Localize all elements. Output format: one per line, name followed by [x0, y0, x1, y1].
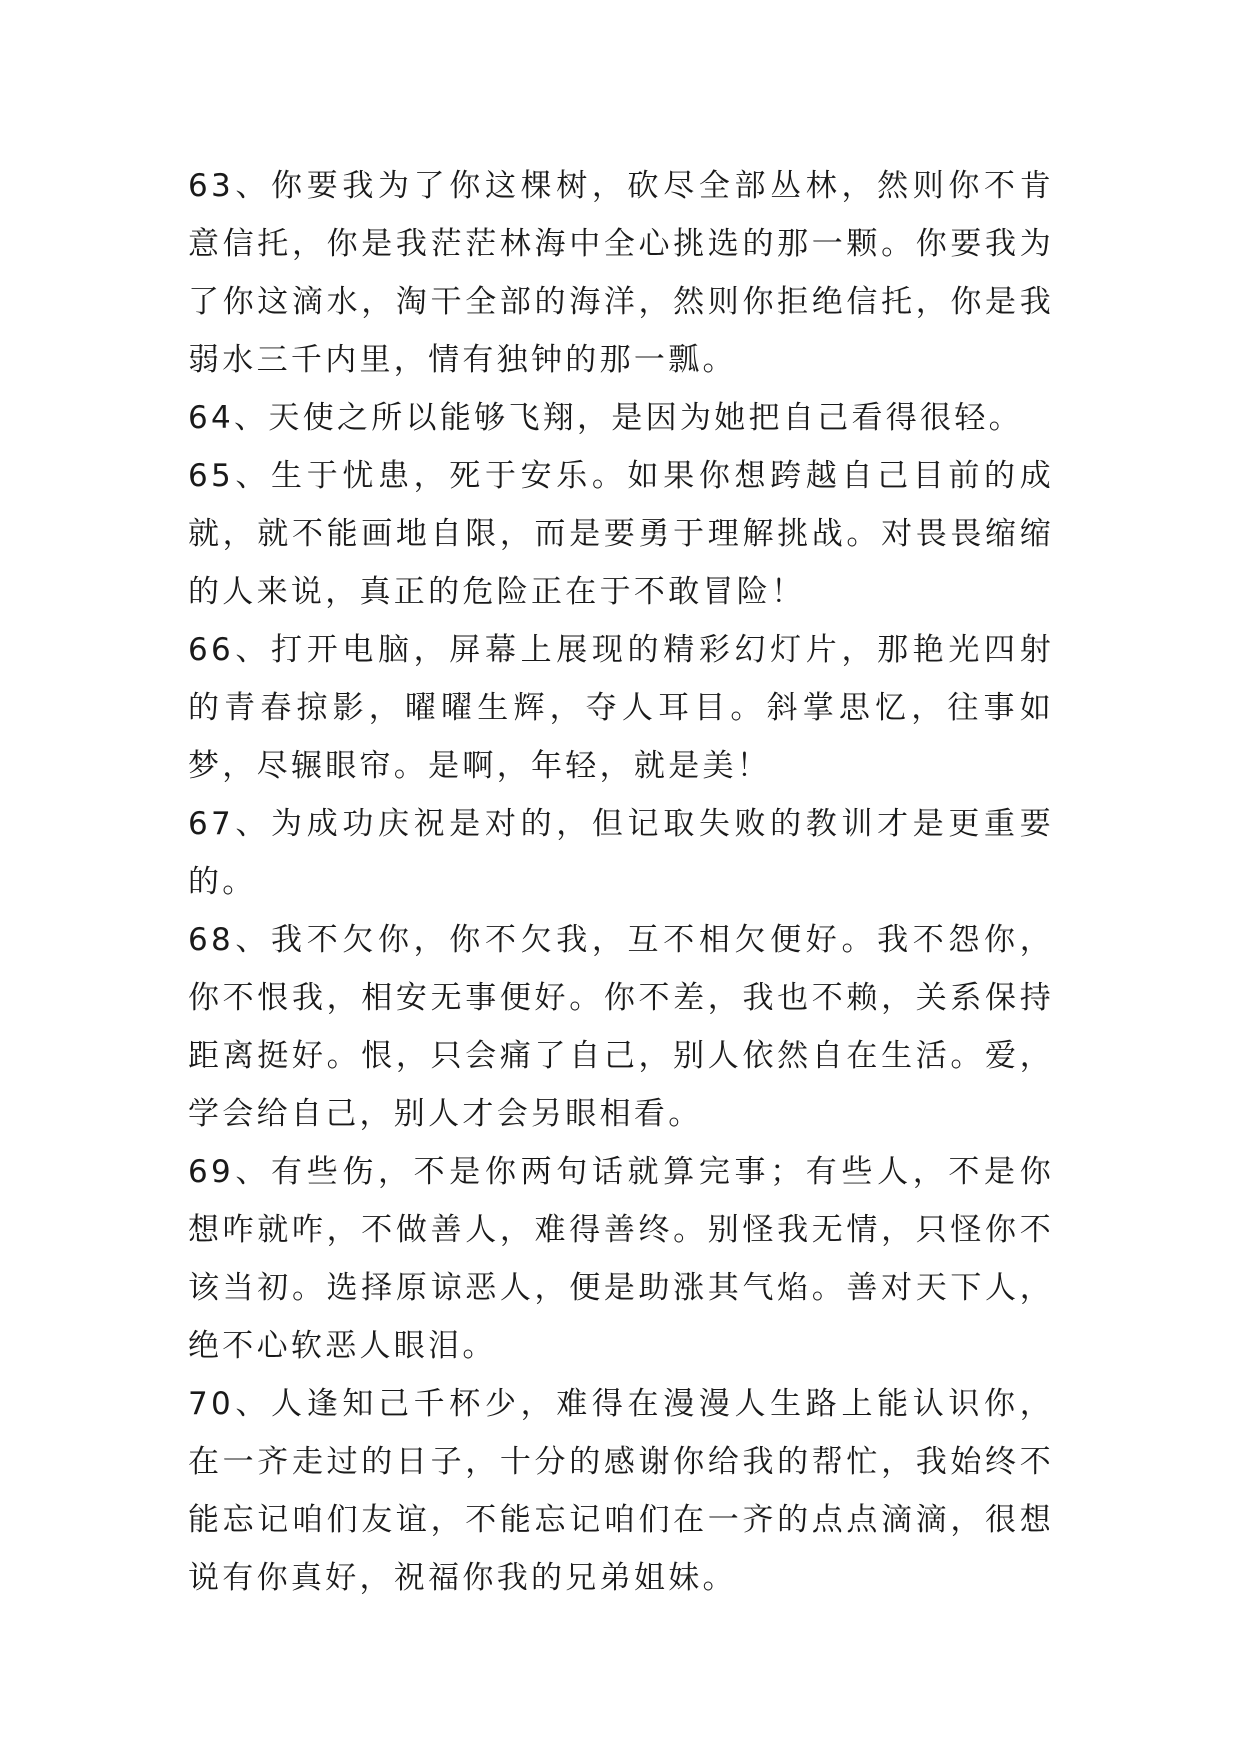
- paragraph-66: 66、打开电脑，屏幕上展现的精彩幻灯片，那艳光四射的青春掠影，曜曜生辉，夺人耳目。斜掌思忆，往事如梦，尽辗眼帘。是啊，年轻，就是美！: [188, 632, 1054, 784]
- paragraph-67: 67、为成功庆祝是对的，但记取失败的教训才是更重要的。: [188, 806, 1054, 900]
- document-body: [188, 157, 1054, 1607]
- paragraph-63: 63、你要我为了你这棵树，砍尽全部丛林，然则你不肯意信托，你是我茫茫林海中全心挑选的那一颗。你要我为了你这滴水，淘干全部的海洋，然则你拒绝信托，你是我弱水三千内里，情有独钟的那一瓢。: [188, 168, 1054, 378]
- paragraph-68: 68、我不欠你，你不欠我，互不相欠便好。我不怨你，你不恨我，相安无事便好。你不差，我也不赖，关系保持距离挺好。恨，只会痛了自己，别人依然自在生活。爱，学会给自己，别人才会另眼相看。: [188, 922, 1054, 1132]
- paragraph-69: 69、有些伤，不是你两句话就算完事；有些人，不是你想咋就咋，不做善人，难得善终。别怪我无情，只怪你不该当初。选择原谅恶人，便是助涨其气焰。善对天下人，绝不心软恶人眼泪。: [188, 1154, 1054, 1364]
- paragraph-64: 64、天使之所以能够飞翔，是因为她把自己看得很轻。: [188, 400, 1023, 436]
- paragraph-65: 65、生于忧患，死于安乐。如果你想跨越自己目前的成就，就不能画地自限，而是要勇于理解挑战。对畏畏缩缩的人来说，真正的危险正在于不敢冒险！: [188, 458, 1054, 610]
- paragraph-70: 70、人逢知己千杯少，难得在漫漫人生路上能认识你，在一齐走过的日子，十分的感谢你给我的帮忙，我始终不能忘记咱们友谊，不能忘记咱们在一齐的点点滴滴，很想说有你真好，祝福你我的兄弟姐妹。: [188, 1386, 1054, 1596]
